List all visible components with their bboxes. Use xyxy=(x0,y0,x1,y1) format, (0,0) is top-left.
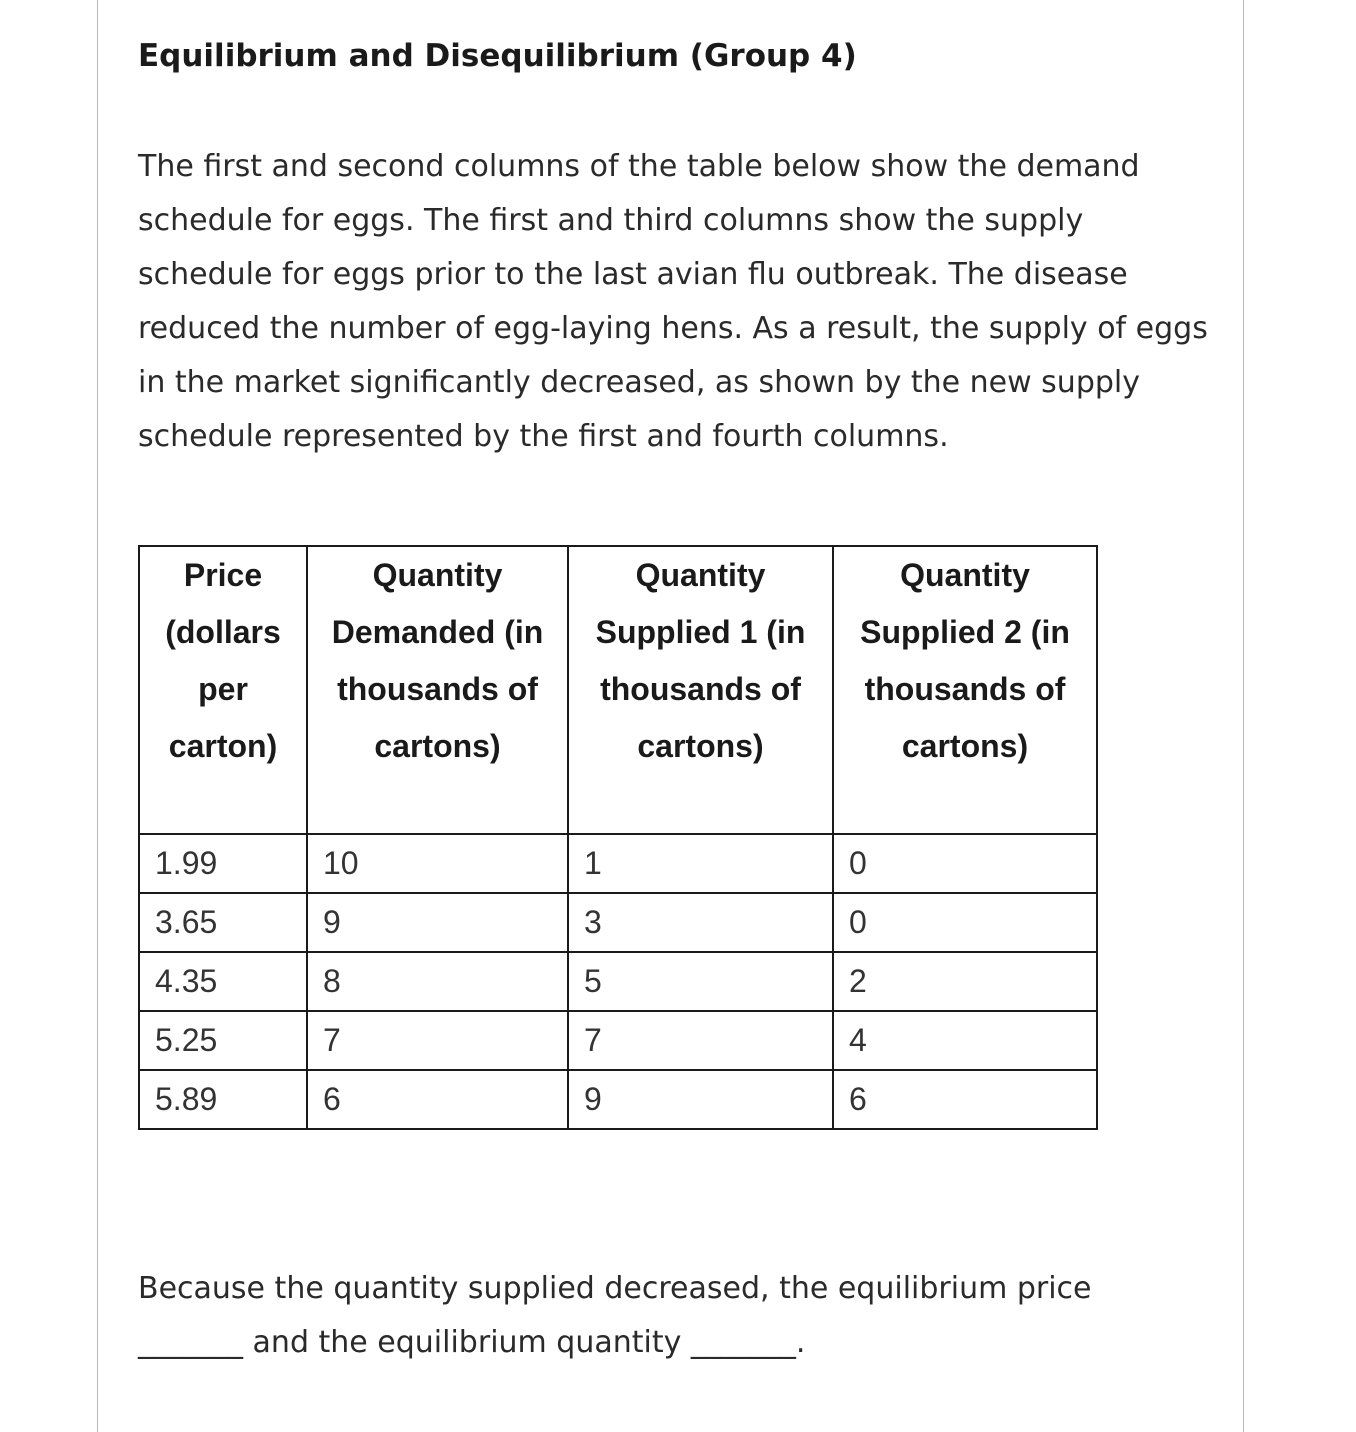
table-row xyxy=(139,893,1097,952)
supplied-1-cell: 1 xyxy=(568,834,833,893)
table-row xyxy=(139,834,1097,893)
supplied-2-cell: 2 xyxy=(833,952,1097,1011)
supplied-2-cell: 0 xyxy=(833,893,1097,952)
price-cell: 5.89 xyxy=(139,1070,307,1129)
egg-schedule-table xyxy=(138,545,1098,1130)
table-row xyxy=(139,1070,1097,1129)
question-text xyxy=(138,1262,1198,1370)
table-row xyxy=(139,1011,1097,1070)
question-part-1: Because the quantity supplied decreased, the equilibrium price xyxy=(138,1271,1092,1306)
supplied-1-cell: 7 xyxy=(568,1011,833,1070)
header-quantity-supplied-2: Quantity Supplied 2 (in thousands of cartons) xyxy=(833,546,1097,834)
table-header-row xyxy=(139,546,1097,834)
supplied-2-cell: 4 xyxy=(833,1011,1097,1070)
demanded-cell: 7 xyxy=(307,1011,568,1070)
demanded-cell: 9 xyxy=(307,893,568,952)
demanded-cell: 6 xyxy=(307,1070,568,1129)
price-cell: 3.65 xyxy=(139,893,307,952)
answer-blank-price[interactable]: _______ xyxy=(138,1325,243,1360)
demanded-cell: 10 xyxy=(307,834,568,893)
supplied-2-cell: 6 xyxy=(833,1070,1097,1129)
table-row xyxy=(139,952,1097,1011)
question-part-2: and the equilibrium quantity xyxy=(252,1325,682,1360)
question-end: . xyxy=(795,1325,806,1360)
header-quantity-demanded: Quantity Demanded (in thousands of cartons) xyxy=(307,546,568,834)
answer-blank-quantity[interactable]: _______ xyxy=(690,1325,796,1360)
header-quantity-supplied-1: Quantity Supplied 1 (in thousands of cartons) xyxy=(568,546,833,834)
supplied-2-cell: 0 xyxy=(833,834,1097,893)
supplied-1-cell: 9 xyxy=(568,1070,833,1129)
demanded-cell: 8 xyxy=(307,952,568,1011)
supplied-1-cell: 5 xyxy=(568,952,833,1011)
header-price: Price (dollars per carton) xyxy=(139,546,307,834)
price-cell: 5.25 xyxy=(139,1011,307,1070)
intro-paragraph: The first and second columns of the table below show the demand schedule for eggs. The first and third columns show the supply schedule for eggs prior to the last avian flu outbreak. The disease reduced the number of egg-laying hens. As a result, the supply of eggs in the market significantly decreased, as shown by the new supply schedule represented by the first and fourth columns. xyxy=(138,149,1208,454)
price-cell: 1.99 xyxy=(139,834,307,893)
price-cell: 4.35 xyxy=(139,952,307,1011)
supplied-1-cell: 3 xyxy=(568,893,833,952)
page-title: Equilibrium and Disequilibrium (Group 4) xyxy=(138,38,857,74)
